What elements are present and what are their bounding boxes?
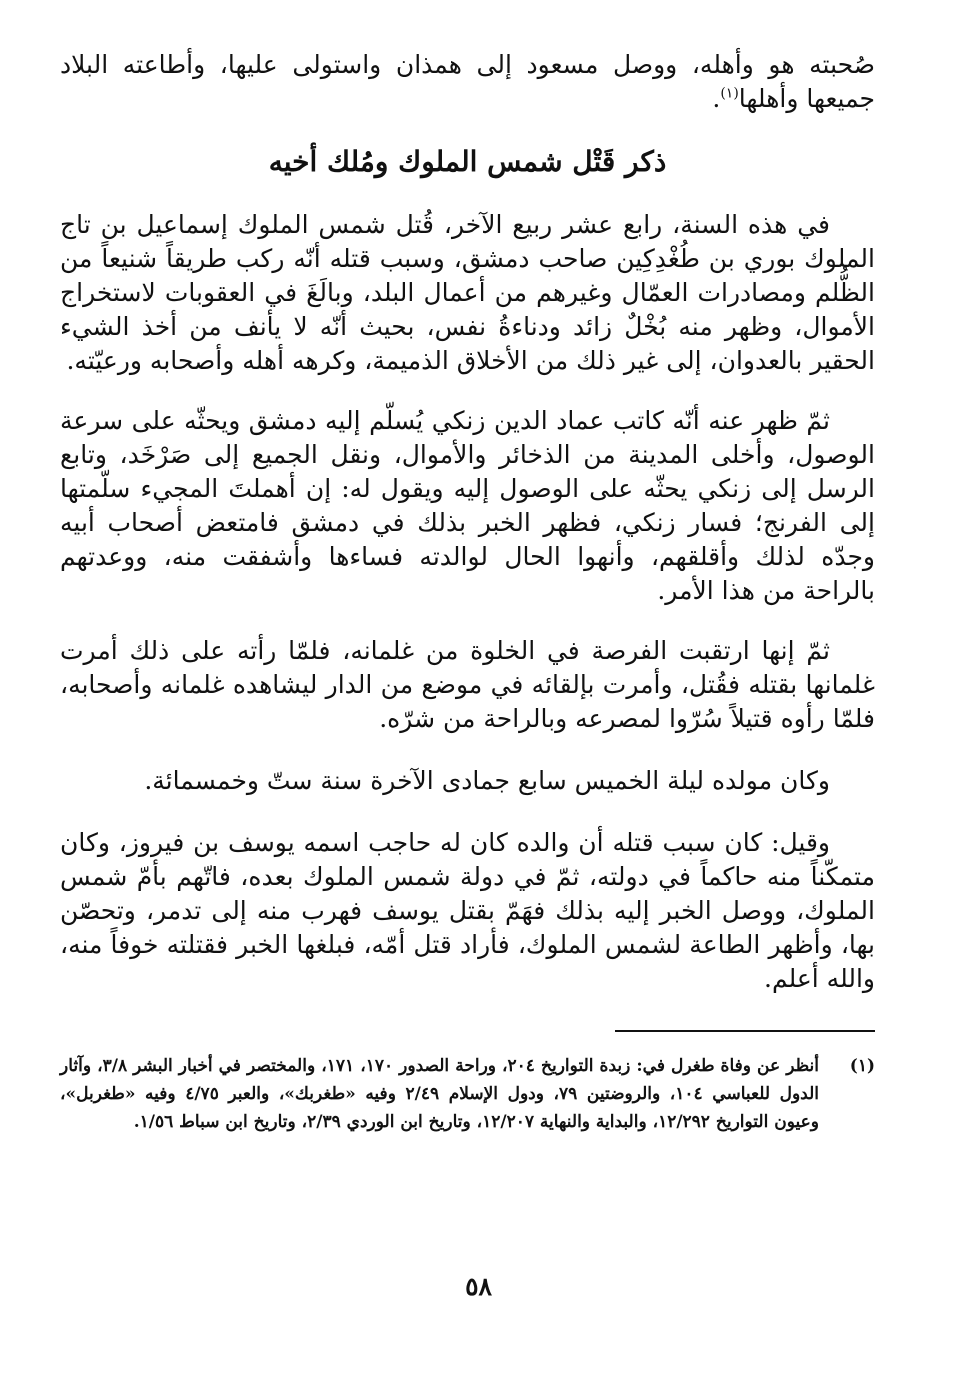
top-paragraph-end: . — [712, 84, 721, 113]
page-number: ٥٨ — [465, 1272, 492, 1301]
paragraph-3: ثمّ إنها ارتقبت الفرصة في الخلوة من غلمانه، فلمّا رأته على ذلك أمرت غلمانها بقتله فقُتل، وأمرت بإلقائه في موضع من الدار ليشاهده غلمانه وأصحابه، فلمّا رأوه قتيلاً سُرّوا لمصرعه وبالراحة من شرّه. — [60, 636, 875, 733]
paragraph-4: وكان مولده ليلة الخميس سابع جمادى الآخرة سنة ستّ وخمسمائة. — [144, 766, 830, 795]
book-page — [60, 48, 875, 1136]
top-paragraph-text: صُحبته هو وأهله، ووصل مسعود إلى همذان واستولى عليها، وأطاعته البلاد جميعها وأهلها — [60, 50, 875, 113]
footnote-marker: (١) — [720, 85, 739, 102]
footnote — [60, 1052, 875, 1136]
paragraph-1: في هذه السنة، رابع عشر ربيع الآخر، قُتل شمس الملوك إسماعيل بن تاج الملوك بوري بن طُغْدِكِين صاحب دمشق، وسبب قتله أنّه ركب طريقاً شنيعاً من الظُّلم ومصادرات العمّال وغيرهم من أعمال البلد، وبالَغَ في العقوبات لاستخراج الأموال، وظهر منه بُخْلٌ زائد ودناءةُ نفس، بحيث أنّه لا يأنف من أخذ الشيء الحقير بالعدوان، إلى غير ذلك من الأخلاق الذميمة، وكرهه أهله وأصحابه ورعيّته. — [60, 210, 875, 375]
footnote-text: أنظر عن وفاة طغرل في: زبدة التواريخ ٢٠٤، وراحة الصدور ١٧٠، ١٧١، والمختصر في أخبار البشر ٣/٨، وآثار الدول للعباسي ١٠٤، والروضتين ٧٩، ودول الإسلام ٢/٤٩ وفيه «طغربك»، والعبر ٤/٧٥ وفيه «طغربل»، وعيون التواريخ ١٢/٢٩٢، والبداية والنهاية ١٢/٢٠٧، وتاريخ ابن الوردي ٢/٣٩، وتاريخ ابن سباط ١/٥٦. — [60, 1056, 819, 1132]
top-paragraph — [60, 48, 875, 116]
paragraph-2: ثمّ ظهر عنه أنّه كاتب عماد الدين زنكي يُسلّم إليه دمشق ويحثّه على سرعة الوصول، وأخلى المدينة من الذخائر والأموال، ونقل الجميع إلى صَرْخَد، وتابع الرسل إلى زنكي يحثّه على الوصول إليه ويقول له: إن أهملتَ المجيء سلّمتها إلى الفرنج؛ فسار زنكي، فظهر الخبر بذلك في دمشق فامتعض أصحاب أبيه وجدّه لذلك وأقلقهم، وأنهوا الحال لوالدته فساءها وأشفقت منه، ووعدتهم بالراحة من هذا الأمر. — [60, 406, 875, 605]
footnote-divider — [615, 1030, 875, 1032]
footnote-number: (١) — [849, 1056, 875, 1076]
section-heading: ذكر قَتْل شمس الملوك ومُلك أخيه — [268, 145, 667, 178]
paragraph-5: وقيل: كان سبب قتله أن والده كان له حاجب اسمه يوسف بن فيروز، وكان متمكّناً منه حاكماً في دولته، ثمّ في دولة شمس الملوك بعده، فاتّهم بأمّ شمس الملوك، ووصل الخبر إليه بذلك فهَمّ بقتل يوسف فهرب منه إلى تدمر، وتحصّن بها، وأظهر الطاعة لشمس الملوك، فأراد قتل أمّه، فبلغها الخبر فقتلته خوفاً منه، والله أعلم. — [60, 828, 875, 993]
